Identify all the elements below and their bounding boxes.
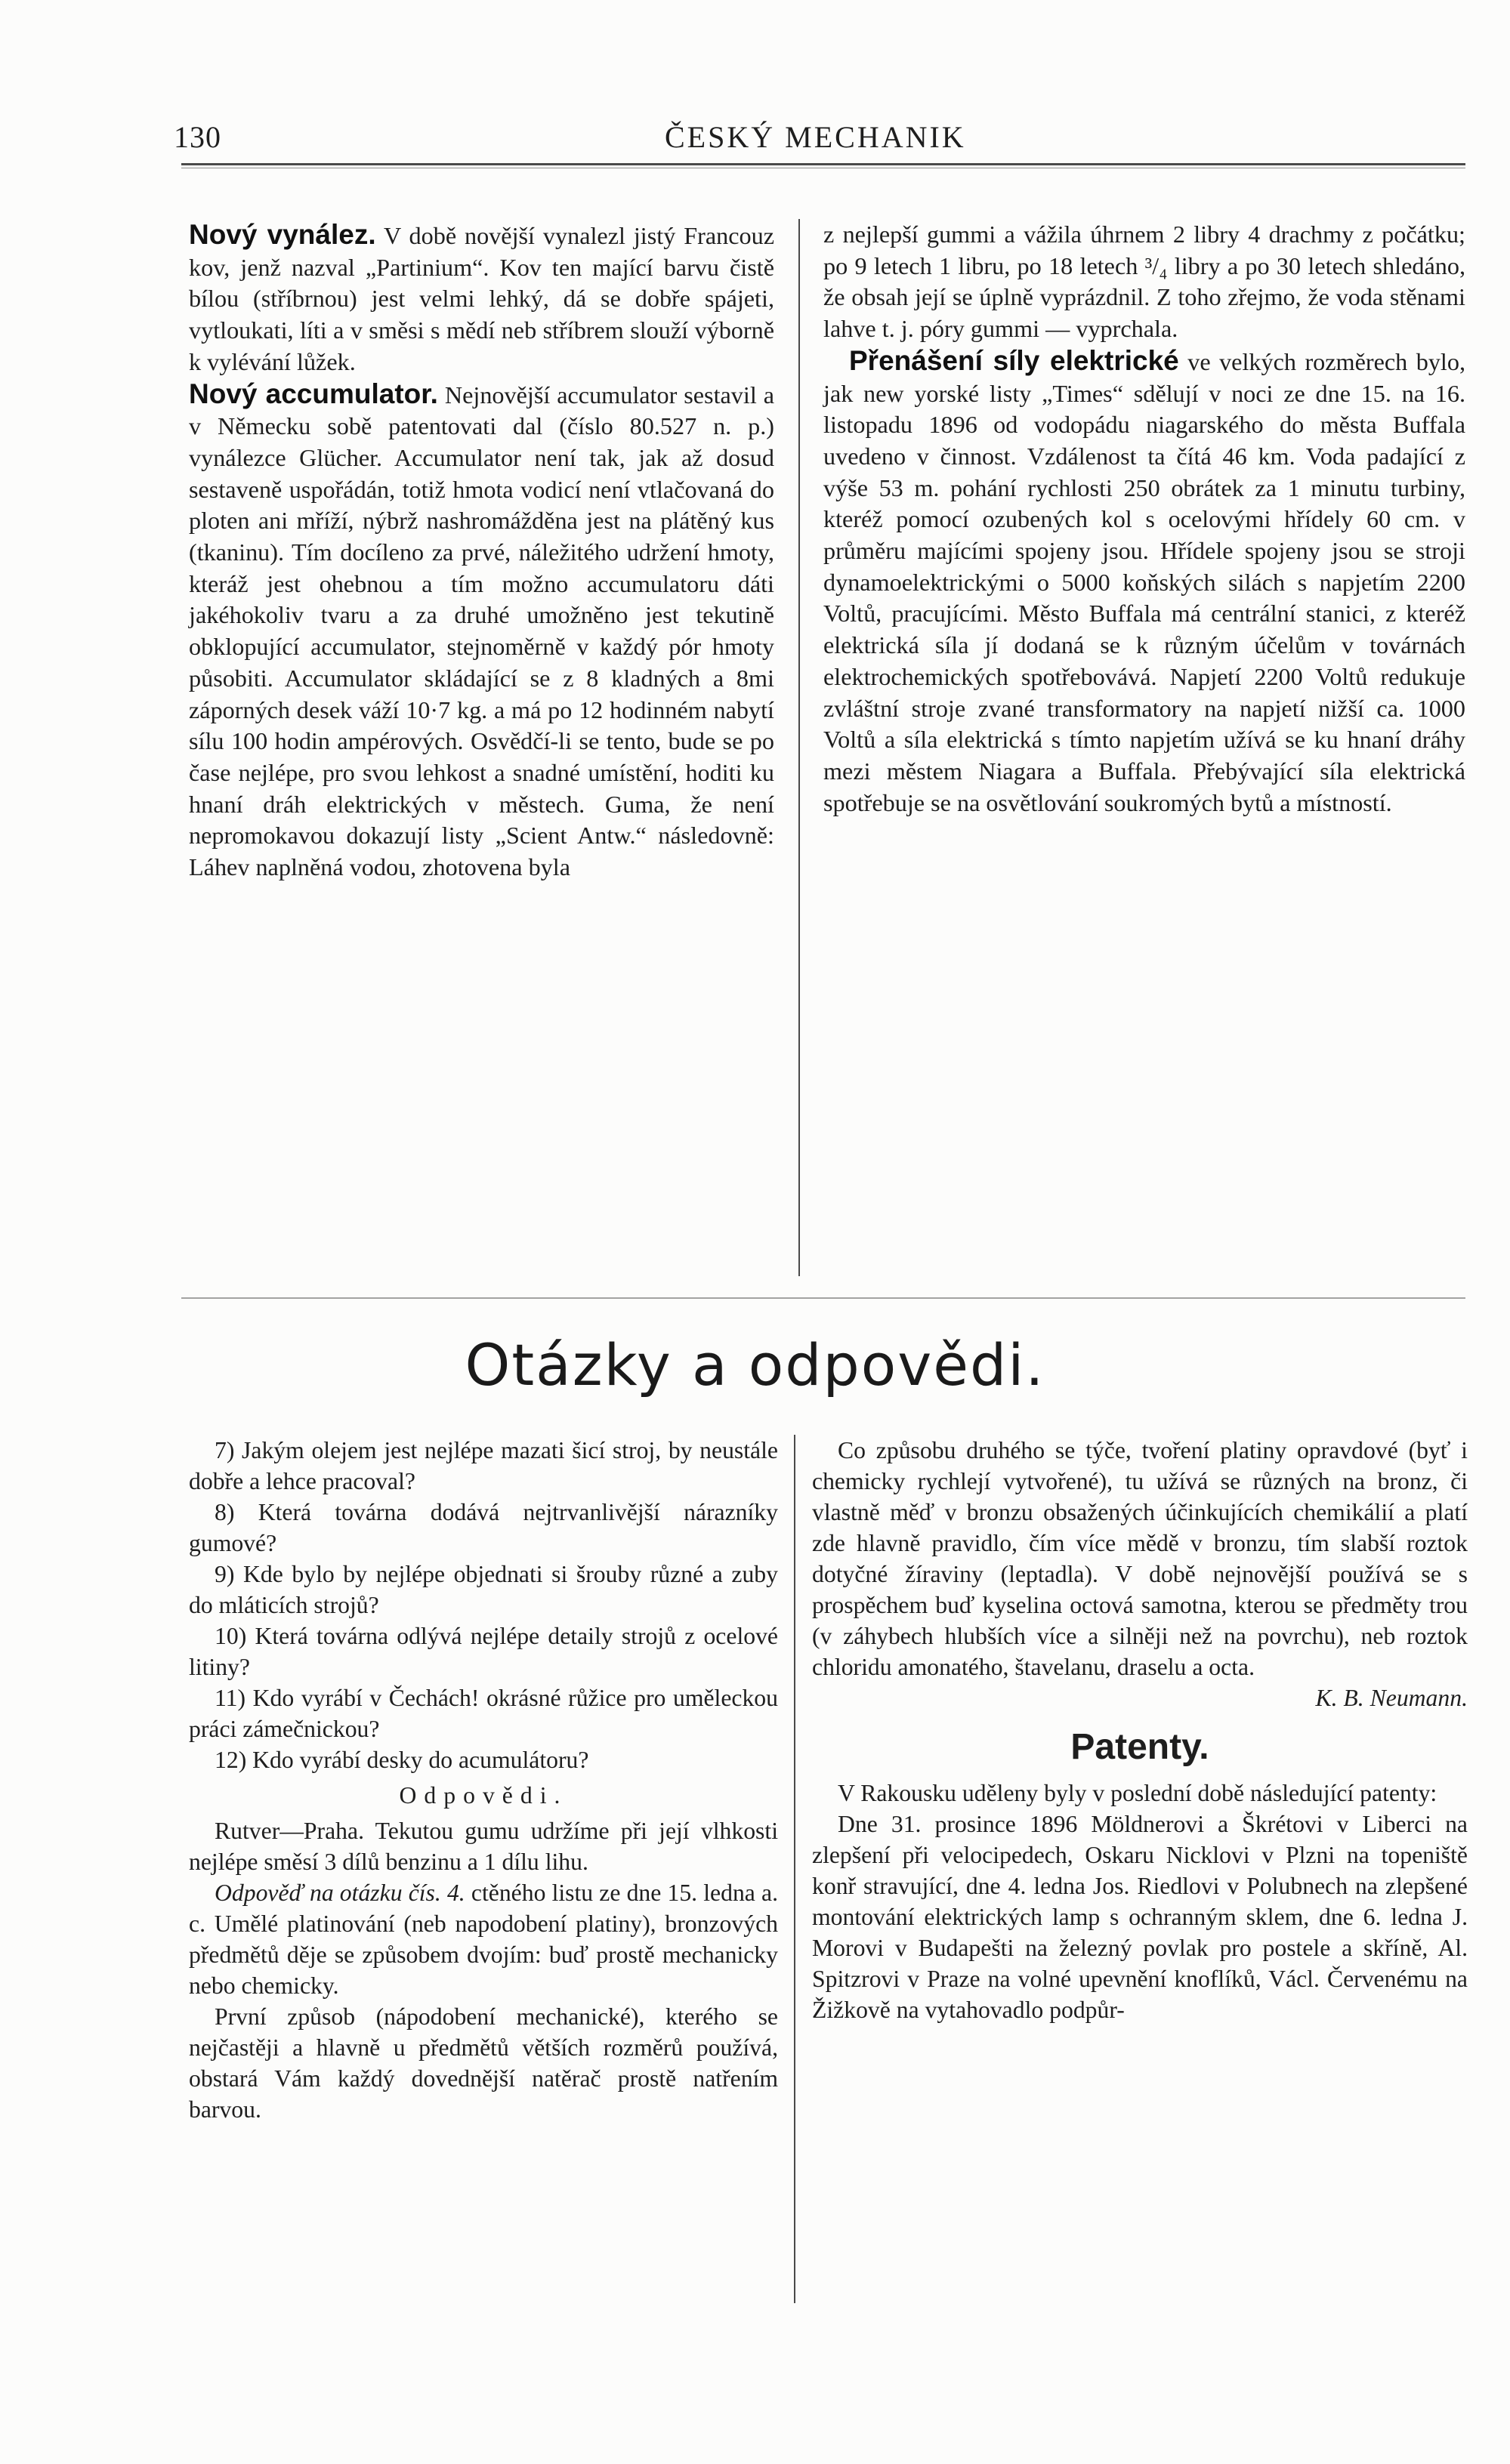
column-bottom-left	[189, 1435, 778, 2125]
question-12: 12) Kdo vyrábí desky do acumulátoru?	[215, 1747, 589, 1773]
article-text-vynalez: V době novější vynalezl jistý Francouz kov, jenž nazval „Partinium“. Kov ten mající barvu čistě bílou (stříbrnou) jest velmi lehký, dá se dobře spájeti, vytloukati, líti a v směsi s mědí neb stříbrem slouží výborně k vylévání lůžek.	[189, 222, 774, 375]
header-rule	[181, 163, 1465, 165]
answer-4-label: Odpověď na otázku čís. 4.	[215, 1880, 465, 1906]
answer-rutver: Rutver—Praha. Tekutou gumu udržíme při její vlhkosti nejlépe směsí 3 dílů benzinu a 1 dílu lihu.	[189, 1818, 778, 1875]
patents-intro: V Rakousku uděleny byly v poslední době následující patenty:	[838, 1780, 1437, 1806]
patents-title: Patenty.	[1070, 1727, 1209, 1767]
article-title-accumulator: Nový accumulator.	[189, 378, 438, 409]
answer-4-cont2: Co způsobu druhého se týče, tvoření platiny opravdové (byť i chemicky rychlejí vytvořené), tu užívá se různých na bronz, či vlastně měď v bronzu obsažených účinkujících chemikálií a platí zde hlavně pravidlo, čím více mědě v bronzu, tím slabší roztok dotyčné žíraviny (leptadla). V době nejnovější používá se s prospěchem buď kyselina octová samotna, kterou se předměty trou (v záhybech hlubších více a silněji než na povrchu), neb roztok chloridu amonatého, štavelanu, draselu a octa.	[812, 1437, 1468, 1680]
question-7: 7) Jakým olejem jest nejlépe mazati šicí stroj, by neustále dobře a lehce pracoval?	[189, 1437, 778, 1494]
column-divider-bottom	[794, 1435, 795, 2303]
answers-heading: Odpovědi.	[399, 1782, 568, 1809]
section-title-qa: Otázky a odpovědi.	[465, 1331, 1045, 1399]
section-divider	[181, 1297, 1465, 1299]
journal-title: ČESKÝ MECHANIK	[665, 120, 966, 154]
question-10: 10) Která továrna odlývá nejlépe detaily strojů z ocelové litiny?	[189, 1623, 778, 1680]
article-text-accumulator-right: z nejlepší gummi a vážila úhrnem 2 libry 4 drachmy z počátku; po 9 letech 1 libru, po 18 letech ³/₄ libry a po 30 letech shledáno, že obsah její se úplně vyprázdnil. Z toho zřejmo, že voda stěnami lahve t. j. póry gummi — vyprchala.	[823, 220, 1465, 343]
column-top-right	[823, 219, 1465, 819]
article-title-sila: Přenášení síly elektrické	[849, 344, 1179, 376]
question-11: 11) Kdo vyrábí v Čechách! okrásné růžice pro uměleckou práci zámečnickou?	[189, 1685, 778, 1742]
answer-4	[189, 1877, 778, 2001]
signature: K. B. Neumann.	[1315, 1685, 1468, 1711]
article-text-accumulator-left: Nejnovější accumulator sestavil a v Německu sobě patentovati dal (číslo 80.527 n. p.) vynálezce Glücher. Accumulator není tak, jak až dosud sestaveně uspořádán, totiž hmota vodicí není vtlačovaná do ploten ani mříží, nýbrž nashromážděna jest na plátěný kus (tkaninu). Tím docíleno za prvé, náležitého udržení hmoty, kteráž jest ohebnou a tím možno accumulatoru dáti jakéhokoliv tvaru a za druhé umožněno jest tekutině obklopující accumulator, stejnoměrně v každý pór hmoty působiti. Accumulator skládající se z 8 kladných a 8mi záporných desek váží 10·7 kg. a má po 12 hodinném nabytí sílu 100 hodin ampérových. Osvědčí-li se tento, bude se po čase nejlépe, pro svou lehkost a snadné umístění, hoditi ku hnaní dráh elektrických v městech. Guma, že není nepromokavou dokazují listy „Scient Antw.“ následovně: Láhev naplněná vodou, zhotovena byla	[189, 381, 775, 881]
column-divider-top	[798, 219, 800, 1276]
answer-4-text: ctěného listu ze dne 15. ledna a. c. Umělé platinování (neb napodobení platiny), bronzových předmětů děje se způsobem dvojím: buď prostě mechanicky nebo chemicky.	[189, 1880, 778, 1999]
article-text-sila: ve velkých rozměrech bylo, jak new yorské listy „Times“ sdělují v noci ze dne 15. na 16. listopadu 1896 od vodopádu niagarského do města Buffala uvedeno v činnost. Vzdálenost ta čítá 46 km. Voda padající z výše 53 m. pohání rychlosti 250 obrátek za 1 minutu turbiny, kteréž pomocí ozubených kol s ocelovými hřídely 60 cm. v průměru majícími spojeny jsou. Hřídele spojeny jsou se stroji dynamoelektrickými o 5000 koňských silách s napjetím 2200 Voltů, pracujícími. Město Buffala má centrální stanici, z kteréž elektrická síla jí dodaná se k různým účelům v továrnách elektrochemických spotřebovává. Napjetí 2200 Voltů redukuje zvláštní stroje zvané transformatory na napjetí nižší ca. 1000 Voltů a síla elektrická s tímto napjetím užívá se ku hnaní dráhy mezi městem Niagara a Buffala. Přebývající síla elektrická spotřebuje se na osvětlování soukromých bytů a místností.	[823, 347, 1466, 816]
patents-text: Dne 31. prosince 1896 Möldnerovi a Škrétovi v Liberci na zlepšení při velocipedech, Oskaru Nicklovi v Plzni na topeniště konř stravující, dne 4. ledna Jos. Riedlovi v Polubnech na zlepšené montování elektrických lamp s ochranným sklem, dne 6. ledna J. Morovi v Budapešti na železný povlak pro postele a skříně, Al. Spitzrovi v Praze na volné upevnění knoflíků, Václ. Červenému na Žižkově na vytahovadlo podpůr-	[812, 1811, 1468, 2023]
answer-4-cont: První způsob (nápodobení mechanické), kterého se nejčastěji a hlavně u předmětů větších rozměrů používá, obstará Vám každý dovednější natěrač prostě natřením barvou.	[189, 2003, 778, 2123]
article-sila	[823, 345, 1465, 819]
question-8: 8) Která továrna dodává nejtrvanlivější nárazníky gumové?	[189, 1499, 778, 1556]
article-title-vynalez: Nový vynález.	[189, 219, 376, 250]
article-vynalez	[189, 219, 774, 378]
page-number: 130	[174, 120, 221, 154]
question-9: 9) Kde bylo by nejlépe objednati si šrouby různé a zuby do mláticích strojů?	[189, 1561, 778, 1618]
column-bottom-right	[812, 1435, 1468, 2025]
running-head	[174, 119, 1458, 157]
column-top-left	[189, 219, 774, 884]
article-accumulator	[189, 378, 774, 884]
